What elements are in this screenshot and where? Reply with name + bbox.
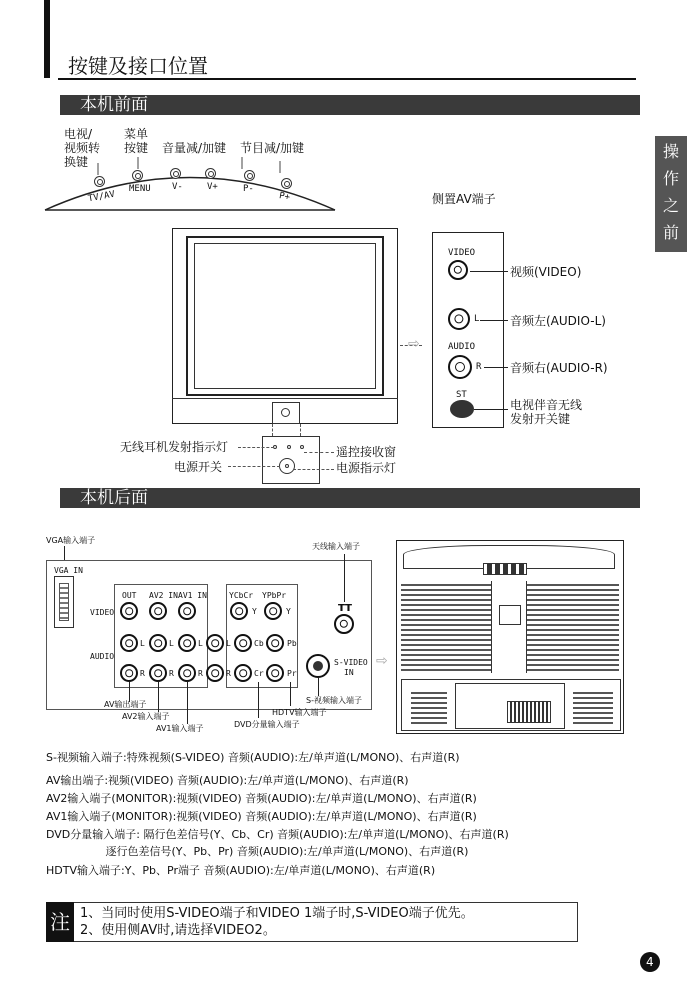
side-audio-l-jack [448, 308, 470, 330]
label-menu-1: 菜单 [124, 127, 149, 141]
jack-pb [266, 634, 284, 652]
knob-label-vu: V+ [207, 182, 218, 192]
arrow-glyph-back: ⇨ [376, 653, 388, 669]
label-av-out: AV输出端子 [104, 700, 147, 709]
note-line-2: 2、使用侧AV时,请选择VIDEO2。 [80, 923, 276, 938]
svideo-port [306, 654, 330, 678]
jack-y-in [230, 602, 248, 620]
side-tab: 操 作 之 前 [655, 136, 687, 252]
section-band-front: 本机前面 [60, 95, 640, 115]
desc-av1: AV1输入端子(MONITOR):视频(VIDEO) 音频(AUDIO):左/单声道(L/MONO)、右声道(R) [46, 810, 477, 823]
header-bar [44, 0, 50, 78]
row-video: VIDEO [90, 608, 115, 617]
label-vga: VGA输入端子 [46, 536, 96, 545]
antenna-icon: ᴛᴛ [338, 600, 352, 614]
label-tvav-2: 视频转 [64, 141, 101, 155]
side-av-panel [432, 232, 504, 428]
knob-vol-down [170, 168, 181, 179]
col-ypbpr: YPbPr [262, 591, 287, 600]
knob-label-pd: P- [243, 184, 254, 194]
side-av-title: 侧置AV端子 [432, 192, 496, 206]
side-audio-r-jack [448, 355, 472, 379]
row-audio: AUDIO [90, 652, 115, 661]
knob-label-vd: V- [172, 182, 183, 192]
jack-antenna [334, 614, 354, 634]
knob-prog-up [281, 178, 292, 189]
tv-screen-inner [194, 243, 376, 389]
side-st-button [450, 400, 474, 418]
front-panel-arc [40, 155, 340, 215]
label-vol: 音量减/加键 [162, 141, 227, 155]
knob-tvav [94, 176, 105, 187]
jack-av1-l [178, 634, 196, 652]
jack-out-video [120, 602, 138, 620]
label-svideo-in: S-视频输入端子 [306, 696, 362, 705]
side-st-label: ST [456, 390, 467, 400]
side-l-label: L [474, 314, 480, 324]
col-out: OUT [122, 591, 137, 600]
arrow-glyph: ⇨ [408, 336, 420, 352]
jack-av1-r [178, 664, 196, 682]
jack-out-l [120, 634, 138, 652]
col-av1: AV1 IN [178, 591, 207, 600]
note-badge-text: 注 [50, 910, 70, 934]
jack-av2-video [149, 602, 167, 620]
side-r-label: R [476, 362, 482, 372]
knob-vol-up [205, 168, 216, 179]
knob-prog-down [244, 170, 255, 181]
label-side-wireless-1: 电视伴音无线 [510, 398, 583, 412]
jack-dvd-l [206, 634, 224, 652]
label-menu-2: 按键 [124, 141, 149, 155]
section-band-back: 本机后面 [60, 488, 640, 508]
jack-dvd-r [206, 664, 224, 682]
jack-cr [234, 664, 252, 682]
label-side-video: 视频(VIDEO) [510, 265, 582, 279]
desc-dvd-2: 逐行色差信号(Y、Pb、Pr) 音频(AUDIO):左/单声道(L/MONO)、右声道(R) [46, 845, 469, 858]
jack-out-r [120, 664, 138, 682]
desc-svideo: S-视频输入端子:特殊视频(S-VIDEO) 音频(AUDIO):左/单声道(L/MONO)、右声道(R) [46, 751, 460, 764]
vga-port [54, 576, 74, 628]
label-tvav-3: 换键 [64, 155, 89, 169]
desc-av2: AV2输入端子(MONITOR):视频(VIDEO) 音频(AUDIO):左/单声道(L/MONO)、右声道(R) [46, 792, 477, 805]
desc-av-out: AV输出端子:视频(VIDEO) 音频(AUDIO):左/单声道(L/MONO)、右声道(R) [46, 774, 409, 787]
tv-power-mini [281, 408, 290, 417]
label-dvd-in: DVD分量输入端子 [234, 720, 300, 729]
knob-menu [132, 170, 143, 181]
jack-cb [234, 634, 252, 652]
label-power-switch: 电源开关 [174, 460, 223, 474]
label-prog: 节目减/加键 [240, 141, 305, 155]
page-number: 4 [646, 955, 654, 969]
knob-label-tvav: TV/AV [87, 189, 116, 205]
knob-label-pu: P+ [278, 191, 291, 203]
col-ycbcr: YCbCr [229, 591, 254, 600]
label-antenna: 天线输入端子 [312, 542, 360, 551]
jack-av2-r [149, 664, 167, 682]
label-av1-in: AV1输入端子 [156, 724, 204, 733]
svideo-in-2: IN [344, 668, 354, 677]
label-side-audio-r: 音频右(AUDIO-R) [510, 361, 608, 375]
label-hdtv-in: HDTV输入端子 [272, 708, 327, 717]
title-underline [58, 78, 636, 80]
label-tvav-1: 电视/ [64, 127, 93, 141]
label-power-led: 电源指示灯 [336, 461, 397, 475]
jack-pr [266, 664, 284, 682]
label-side-wireless-2: 发射开关键 [510, 412, 571, 426]
tv-base-line [172, 398, 398, 399]
label-ir-led: 无线耳机发射指示灯 [120, 440, 229, 454]
side-audio-label: AUDIO [448, 342, 476, 352]
page-title: 按键及接口位置 [68, 54, 208, 78]
jack-y-pr [264, 602, 282, 620]
col-av2: AV2 IN [149, 591, 178, 600]
label-remote-window: 遥控接收窗 [336, 445, 397, 459]
svideo-in-1: S-VIDEO [334, 658, 368, 667]
label-side-audio-l: 音频左(AUDIO-L) [510, 314, 606, 328]
side-video-jack [448, 260, 468, 280]
tv-back-drawing [396, 540, 624, 734]
desc-dvd-1: DVD分量输入端子: 隔行色差信号(Y、Cb、Cr) 音频(AUDIO):左/单声道(L/MONO)、右声道(R) [46, 828, 509, 841]
note-line-1: 1、当同时使用S-VIDEO端子和VIDEO 1端子时,S-VIDEO端子优先。 [80, 906, 474, 921]
side-video-label: VIDEO [448, 248, 476, 258]
jack-av1-video [178, 602, 196, 620]
desc-hdtv: HDTV输入端子:Y、Pb、Pr端子 音频(AUDIO):左/单声道(L/MONO)、右声道(R) [46, 864, 436, 877]
jack-av2-l [149, 634, 167, 652]
label-av2-in: AV2输入端子 [122, 712, 170, 721]
vga-in-label: VGA IN [54, 566, 83, 575]
knob-label-menu: MENU [129, 184, 151, 194]
